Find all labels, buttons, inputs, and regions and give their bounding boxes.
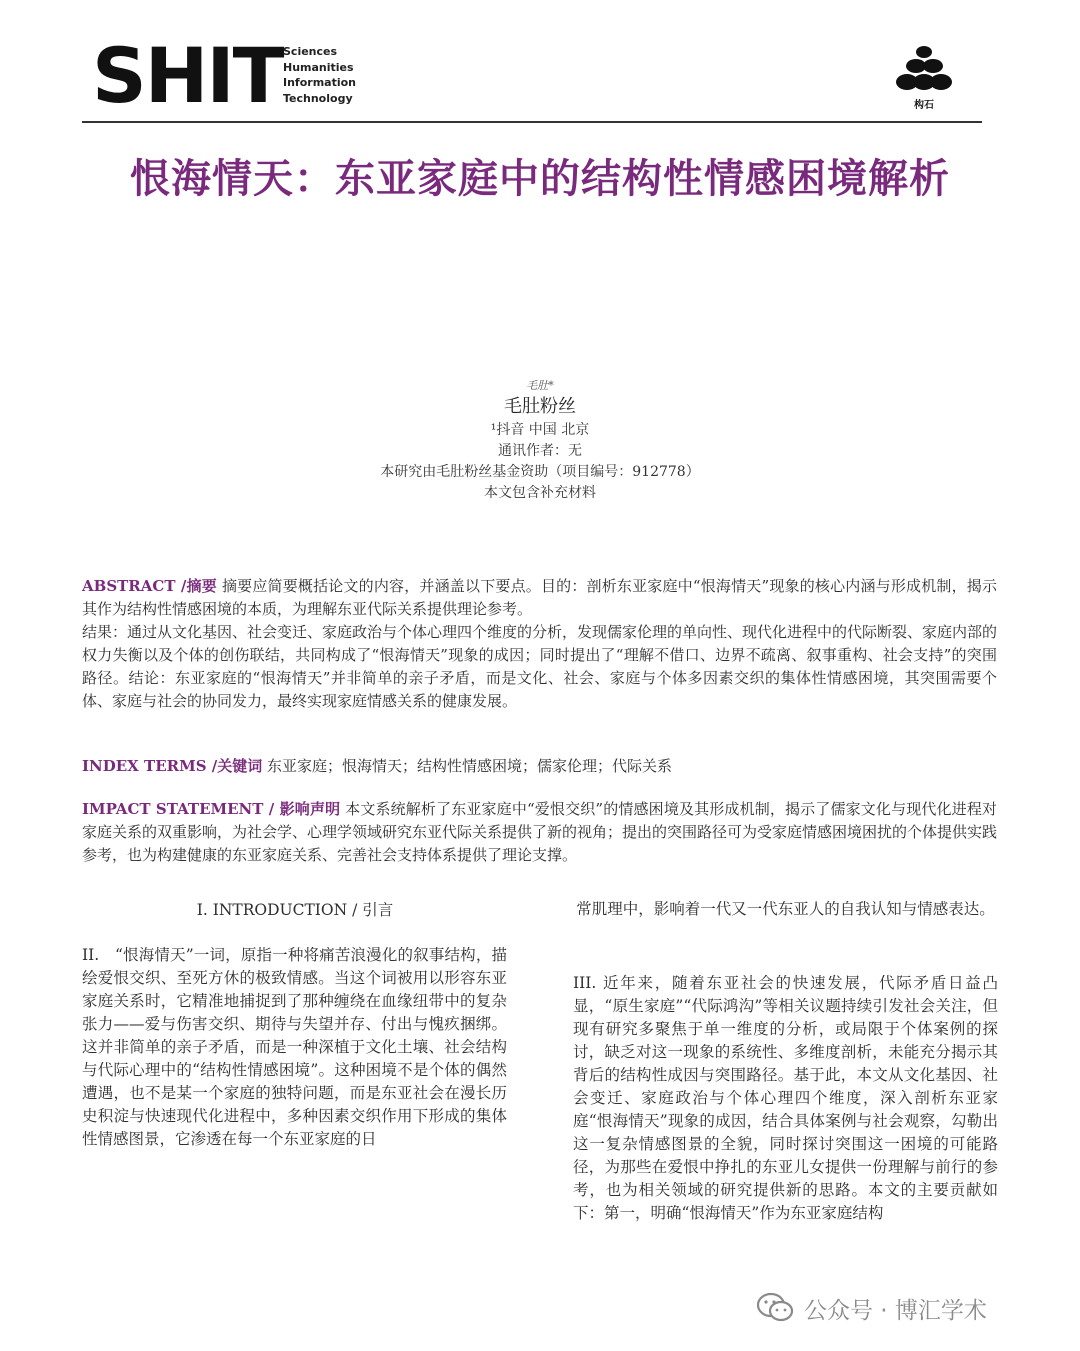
index-terms (82, 755, 997, 778)
paper-title: 恨海情天：东亚家庭中的结构性情感困境解析 (130, 156, 950, 202)
author-short: 毛肚* (526, 379, 554, 392)
abstract-paragraph (82, 575, 997, 621)
abstract-results: 结果：通过从文化基因、社会变迁、家庭政治与个体心理四个维度的分析，发现儒家伦理的单向性、现代化进程中的代际断裂、家庭内部的权力失衡以及个体的创伤联结，共同构成了“恨海情天”现象的成因；同时提出了“理解不借口、边界不疏离、叙事重构、社会支持”的突围路径。结论：东亚家庭的“恨海情天”并非简单的亲子矛盾，而是文化、社会、家庭与个体多因素交织的集体性情感困境，其突围需要个体、家庭与社会的协同发力，最终实现家庭情感关系的健康发展。 (82, 623, 998, 710)
impact-text: 本文系统解析了东亚家庭中“爱恨交织”的情感困境及其形成机制，揭示了儒家文化与现代化进程对家庭关系的双重影响，为社会学、心理学领域研究东亚代际关系提供了新的视角；提出的突围路径可为受家庭情感困境困扰的个体提供实践参考，也为构建健康的东亚家庭关系、完善社会支持体系提供了理论支撑。 (82, 800, 998, 864)
abstract-text: 摘要应简要概括论文的内容，并涵盖以下要点。目的：剖析东亚家庭中“恨海情天”现象的核心内涵与形成机制，揭示其作为结构性情感困境的本质，为理解东亚代际关系提供理论参考。 (82, 577, 998, 618)
author-affiliation: ¹抖音 中国 北京 (490, 422, 590, 438)
watermark (756, 1290, 987, 1326)
abstract-label: ABSTRACT /摘要 (82, 577, 217, 595)
impact-statement (82, 798, 997, 867)
watermark-text: 公众号 · 博汇学术 (804, 1297, 987, 1324)
logo-sub-line: Technology (283, 91, 353, 105)
intro-right-column: III. 近年来，随着东亚社会的快速发展，代际矛盾日益凸显，“原生家庭”“代际鸿沟”等相关议题持续引发社会关注，但现有研究多聚焦于单一维度的分析，或局限于个体案例的探讨，缺乏对这一现象的系统性、多维度剖析，未能充分揭示其背后的结构性成因与突围路径。基于此，本文从文化基因、社会变迁、家庭政治与个体心理四个维度，深入剖析东亚家庭“恨海情天”现象的成因，结合具体案例与社会观察，勾勒出这一复杂情感图景的全貌，同时探讨突围这一困境的可能路径，为那些在爱恨中挣扎的东亚儿女提供一份理解与前行的参考，也为相关领域的研究提供新的思路。本文的主要贡献如下：第一，明确“恨海情天”作为东亚家庭结构 (573, 974, 998, 1222)
journal-logo: SHIT (92, 31, 283, 120)
supplement-note: 本文包含补充材料 (484, 485, 596, 501)
logo-sub-line: Information (283, 76, 356, 89)
index-terms-text: 东亚家庭；恨海情天；结构性情感困境；儒家伦理；代际关系 (267, 757, 673, 775)
introduction-heading: I. INTRODUCTION / 引言 (196, 901, 394, 919)
intro-right-continuation: 常肌理中，影响着一代又一代东亚人的自我认知与情感表达。 (576, 900, 995, 918)
logo-sub-line: Sciences (283, 45, 338, 58)
logo-sub-line: Humanities (283, 60, 354, 74)
corresponding-author: 通讯作者：无 (498, 443, 582, 459)
impact-label: IMPACT STATEMENT / 影响声明 (82, 800, 341, 818)
author-name: 毛肚粉丝 (504, 396, 576, 417)
index-terms-label: INDEX TERMS /关键词 (82, 757, 263, 775)
intro-left-column: II. “恨海情天”一词，原指一种将痛苦浪漫化的叙事结构，描绘爱恨交织、至死方休的极致情感。当这个词被用以形容东亚家庭关系时，它精准地捕捉到了那种缠绕在血缘纽带中的复杂张力——爱与伤害交织、期待与失望并存、付出与愧疚捆绑。这并非简单的亲子矛盾，而是一种深植于文化土壤、社会结构与代际心理中的“结构性情感困境”。这种困境不是个体的偶然遭遇，也不是某一个家庭的独特问题，而是东亚社会在漫长历史积淀与快速现代化进程中，多种因素交织作用下形成的集体性情感图景，它渗透在每一个东亚家庭的日 (82, 946, 507, 1148)
header-rule (82, 121, 982, 123)
journal-header (0, 0, 1080, 130)
stone-label: 构石 (914, 100, 934, 111)
funding-note: 本研究由毛肚粉丝基金资助（项目编号：912778） (380, 464, 700, 480)
author-block (240, 378, 840, 504)
journal-logo-subtitle (283, 44, 356, 106)
wechat-icon (756, 1292, 794, 1324)
